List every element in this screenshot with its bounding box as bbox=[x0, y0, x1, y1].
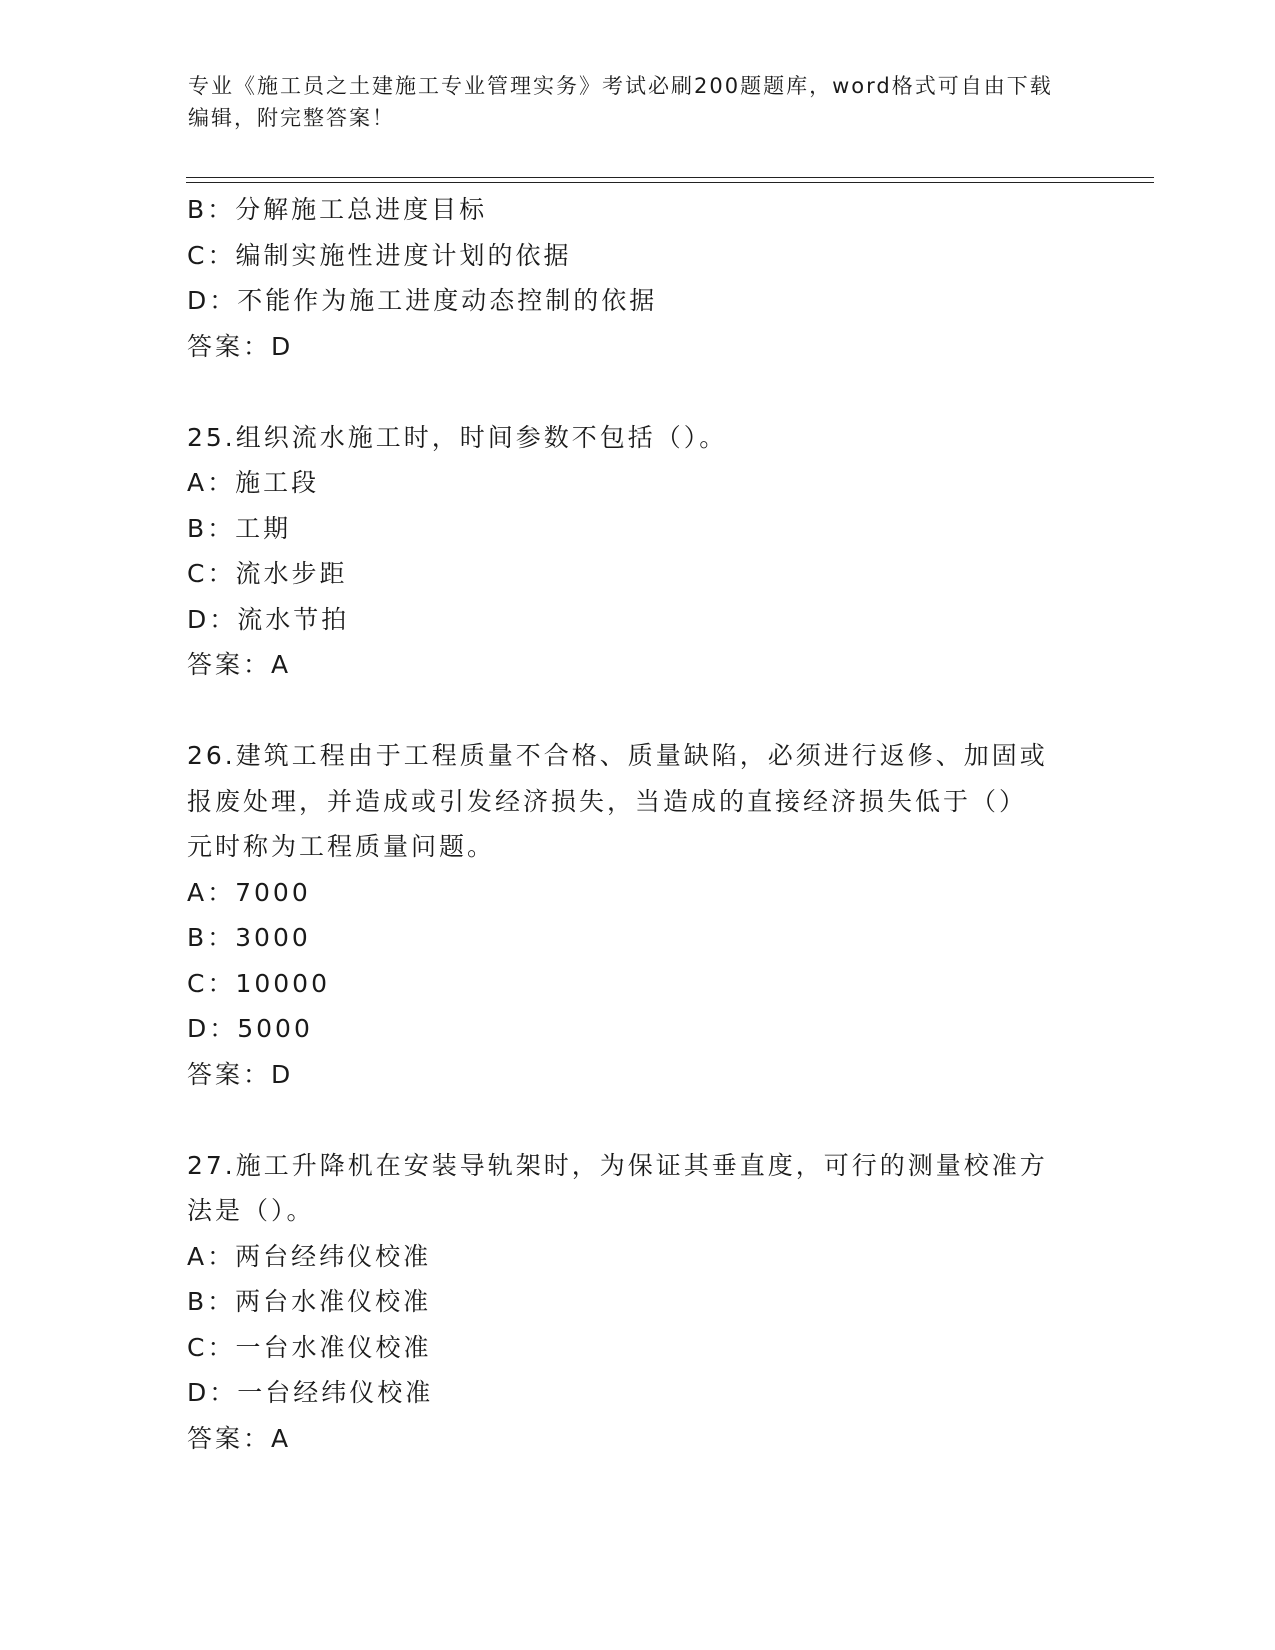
question-block-25 bbox=[187, 415, 1087, 688]
option-d: D：不能作为施工进度动态控制的依据 bbox=[187, 286, 658, 315]
question-block-27 bbox=[187, 1143, 1087, 1462]
header-divider-bottom bbox=[186, 182, 1154, 183]
spacer bbox=[187, 1097, 1087, 1143]
question-text-line: 26.建筑工程由于工程质量不合格、质量缺陷，必须进行返修、加固或 bbox=[187, 741, 1048, 770]
option-c: C：10000 bbox=[187, 968, 330, 998]
option-d: D：5000 bbox=[187, 1014, 313, 1043]
spacer bbox=[187, 688, 1087, 734]
option-c: C：流水步距 bbox=[187, 559, 348, 588]
document-header: 专业《施工员之土建施工专业管理实务》考试必刷200题题库，word格式可自由下载编辑，附完整答案！ bbox=[188, 74, 1053, 130]
option-c: C：编制实施性进度计划的依据 bbox=[187, 240, 572, 270]
option-c: C：一台水准仪校准 bbox=[187, 1332, 432, 1362]
option-b: B：3000 bbox=[187, 923, 311, 952]
option-d: D：一台经纬仪校准 bbox=[187, 1378, 434, 1407]
question-text-line: 法是（）。 bbox=[187, 1196, 315, 1225]
option-d: D：流水节拍 bbox=[187, 604, 350, 634]
option-a: A：两台经纬仪校准 bbox=[187, 1241, 432, 1271]
option-a: A：施工段 bbox=[187, 468, 320, 497]
question-list bbox=[187, 187, 1087, 1461]
answer-line: 答案：A bbox=[187, 1423, 292, 1453]
question-text-line: 元时称为工程质量问题。 bbox=[187, 832, 496, 861]
spacer bbox=[187, 369, 1087, 415]
option-b: B：两台水准仪校准 bbox=[187, 1287, 432, 1316]
option-b: B：工期 bbox=[187, 513, 292, 543]
question-text: 25.组织流水施工时，时间参数不包括（）。 bbox=[187, 422, 728, 452]
answer-line: 答案：A bbox=[187, 650, 292, 679]
answer-line: 答案：D bbox=[187, 331, 294, 361]
question-text-line: 27.施工升降机在安装导轨架时，为保证其垂直度，可行的测量校准方 bbox=[187, 1150, 1048, 1180]
option-b: B：分解施工总进度目标 bbox=[187, 195, 488, 224]
question-block-24 bbox=[187, 187, 1087, 369]
answer-line: 答案：D bbox=[187, 1059, 294, 1089]
header-divider-top bbox=[186, 177, 1154, 178]
option-a: A：7000 bbox=[187, 877, 311, 907]
question-text-line: 报废处理，并造成或引发经济损失，当造成的直接经济损失低于（） bbox=[187, 786, 1028, 816]
question-block-26 bbox=[187, 733, 1087, 1097]
